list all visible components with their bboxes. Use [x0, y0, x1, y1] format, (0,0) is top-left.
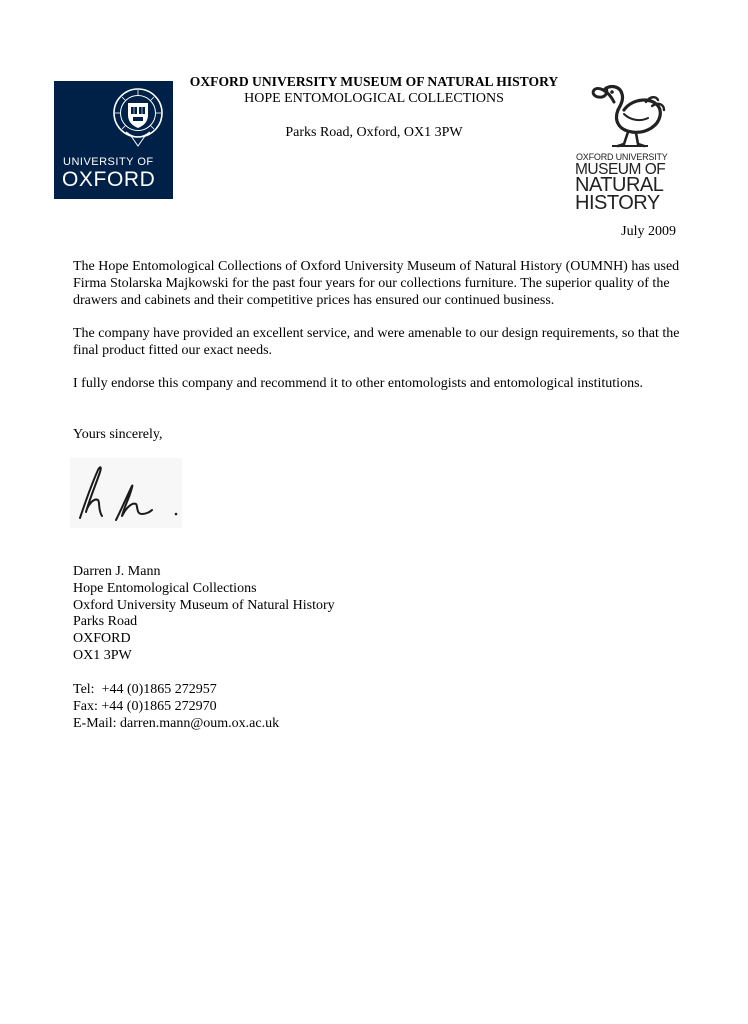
letterhead [174, 73, 574, 141]
signatory-institution: Oxford University Museum of Natural History [73, 597, 335, 613]
signatory-department: Hope Entomological Collections [73, 580, 257, 596]
university-of-oxford-logo [54, 81, 173, 199]
body-paragraph-2: The company have provided an excellent service, and were amenable to our design requirements, so that the final product fitted our exact needs. [73, 326, 680, 358]
oxford-crest-icon [111, 86, 165, 148]
logo-university-of-text: UNIVERSITY OF [63, 156, 154, 168]
museum-natural-history-logo [572, 80, 676, 216]
signatory-block [73, 564, 335, 665]
closing-salutation: Yours sincerely, [73, 427, 163, 442]
contact-block [73, 682, 279, 732]
telephone-line: Tel: +44 (0)1865 272957 [73, 682, 217, 697]
email-line: E-Mail: darren.mann@oum.ox.ac.uk [73, 715, 280, 731]
signatory-city: OXFORD [73, 631, 131, 647]
museum-address: Parks Road, Oxford, OX1 3PW [285, 125, 463, 140]
museum-title: OXFORD UNIVERSITY MUSEUM OF NATURAL HISTORY [189, 74, 559, 89]
logo-history-text: HISTORY [575, 192, 660, 214]
logo-oxford-university-text: OXFORD UNIVERSITY [576, 152, 668, 162]
signatory-name: Darren J. Mann [73, 564, 161, 579]
body-paragraph-1: The Hope Entomological Collections of Oxford University Museum of Natural History (OUMNH) has used Firma Stolarska Majkowski for the past four years for our collections furniture. The superior quality of the drawers and cabinets and their competitive prices has ensured our continued business. [73, 259, 680, 308]
letter-date: July 2009 [621, 224, 676, 239]
logo-museum-of-text: MUSEUM OF [575, 161, 666, 178]
signatory-postcode: OX1 3PW [73, 647, 132, 663]
body-paragraph-3: I fully endorse this company and recommend it to other entomologists and entomological institutions. [73, 376, 644, 391]
handwritten-signature [70, 458, 182, 528]
collections-subtitle: HOPE ENTOMOLOGICAL COLLECTIONS [244, 91, 504, 106]
logo-oxford-text: OXFORD [62, 168, 156, 191]
dodo-icon [588, 80, 668, 150]
signatory-street: Parks Road [73, 614, 138, 630]
fax-line: Fax: +44 (0)1865 272970 [73, 698, 217, 714]
logo-natural-text: NATURAL [575, 174, 664, 196]
